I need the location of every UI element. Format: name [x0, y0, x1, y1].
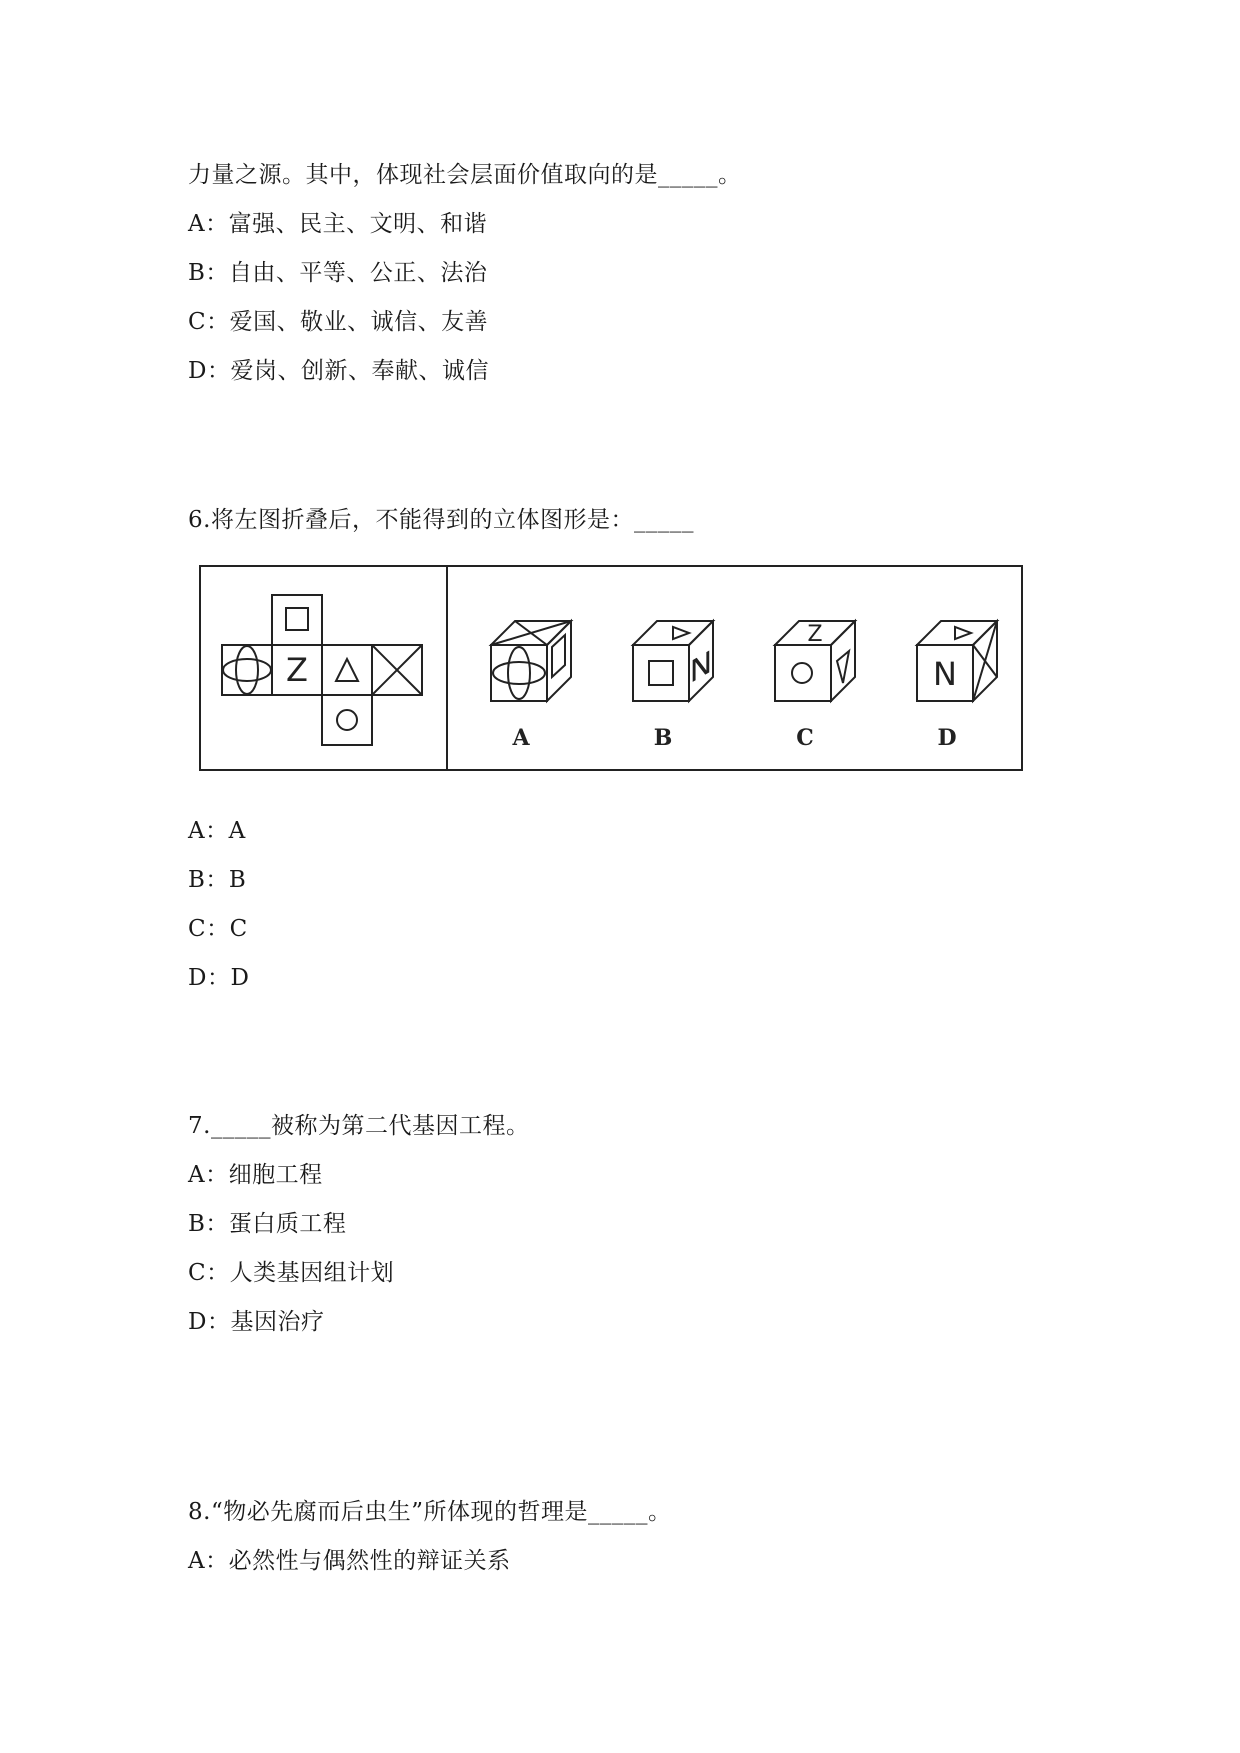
q5-option-c: C：爱国、敬业、诚信、友善: [188, 309, 489, 335]
cube-a-top-line-2: [515, 621, 547, 645]
q7-option-b: B：蛋白质工程: [188, 1211, 347, 1237]
net-face-top: [272, 595, 322, 645]
net-triangle-symbol: [336, 659, 358, 681]
net-circle-symbol: [337, 710, 357, 730]
cube-a-oval-vertical: [508, 647, 530, 699]
cube-c-triangle-symbol: [837, 651, 849, 683]
cube-b-front: [633, 645, 689, 701]
net-face-triangle: [322, 645, 372, 695]
q5-option-d: D：爱岗、创新、奉献、诚信: [188, 358, 489, 384]
cube-d: [917, 621, 997, 701]
q6-option-a: A：A: [188, 818, 246, 844]
net-face-bottom: [322, 695, 372, 745]
cube-b: [633, 621, 713, 701]
cube-fold-figure: [199, 565, 1023, 773]
cube-d-letter-n: N: [933, 655, 957, 693]
q6-stem: 6.将左图折叠后，不能得到的立体图形是：_____: [188, 507, 694, 533]
cube-d-triangle-symbol: [955, 627, 971, 639]
net-letter-z: Z: [286, 651, 308, 689]
cube-a-label: A: [512, 725, 530, 751]
q6-option-c: C：C: [188, 916, 248, 942]
cube-c-label: C: [796, 725, 814, 751]
q6-option-d: D：D: [188, 965, 250, 991]
cube-b-label: B: [653, 725, 673, 751]
net-oval-vertical: [236, 646, 258, 694]
q7-option-d: D：基因治疗: [188, 1309, 325, 1335]
cube-c-front: [775, 645, 831, 701]
net-square-symbol: [286, 608, 308, 630]
cube-a-side-square: [552, 635, 565, 677]
q5-option-b: B：自由、平等、公正、法治: [188, 260, 488, 286]
q7-option-a: A：细胞工程: [188, 1162, 323, 1188]
cube-net: [222, 595, 422, 745]
cube-b-triangle-symbol: [673, 627, 689, 639]
q8-option-a: A：必然性与偶然性的辩证关系: [188, 1548, 511, 1574]
cube-c-circle-symbol: [792, 663, 812, 683]
cube-a: [491, 621, 571, 701]
cube-d-label: D: [937, 725, 957, 751]
net-oval-horizontal: [223, 659, 271, 681]
cube-a-side: [547, 621, 571, 701]
cube-c-letter-z: Z: [807, 622, 823, 647]
cube-a-front: [491, 645, 547, 701]
cube-a-oval-horizontal: [493, 662, 545, 684]
q5-stem: 力量之源。其中，体现社会层面价值取向的是_____。: [188, 162, 742, 188]
q5-option-a: A：富强、民主、文明、和谐: [188, 211, 488, 237]
q6-figure: [199, 565, 1023, 773]
q6-option-b: B：B: [188, 867, 247, 893]
q7-option-c: C：人类基因组计划: [188, 1260, 395, 1286]
cube-c-side: [831, 621, 855, 701]
cube-b-letter-n: N: [689, 642, 713, 692]
cube-c: [775, 621, 855, 701]
figure-frame: [200, 566, 1022, 770]
cube-b-square-symbol: [649, 661, 673, 685]
net-face-oval: [222, 645, 272, 695]
q8-stem: 8.“物必先腐而后虫生”所体现的哲理是_____。: [188, 1499, 672, 1525]
q7-stem: 7._____被称为第二代基因工程。: [188, 1113, 530, 1139]
